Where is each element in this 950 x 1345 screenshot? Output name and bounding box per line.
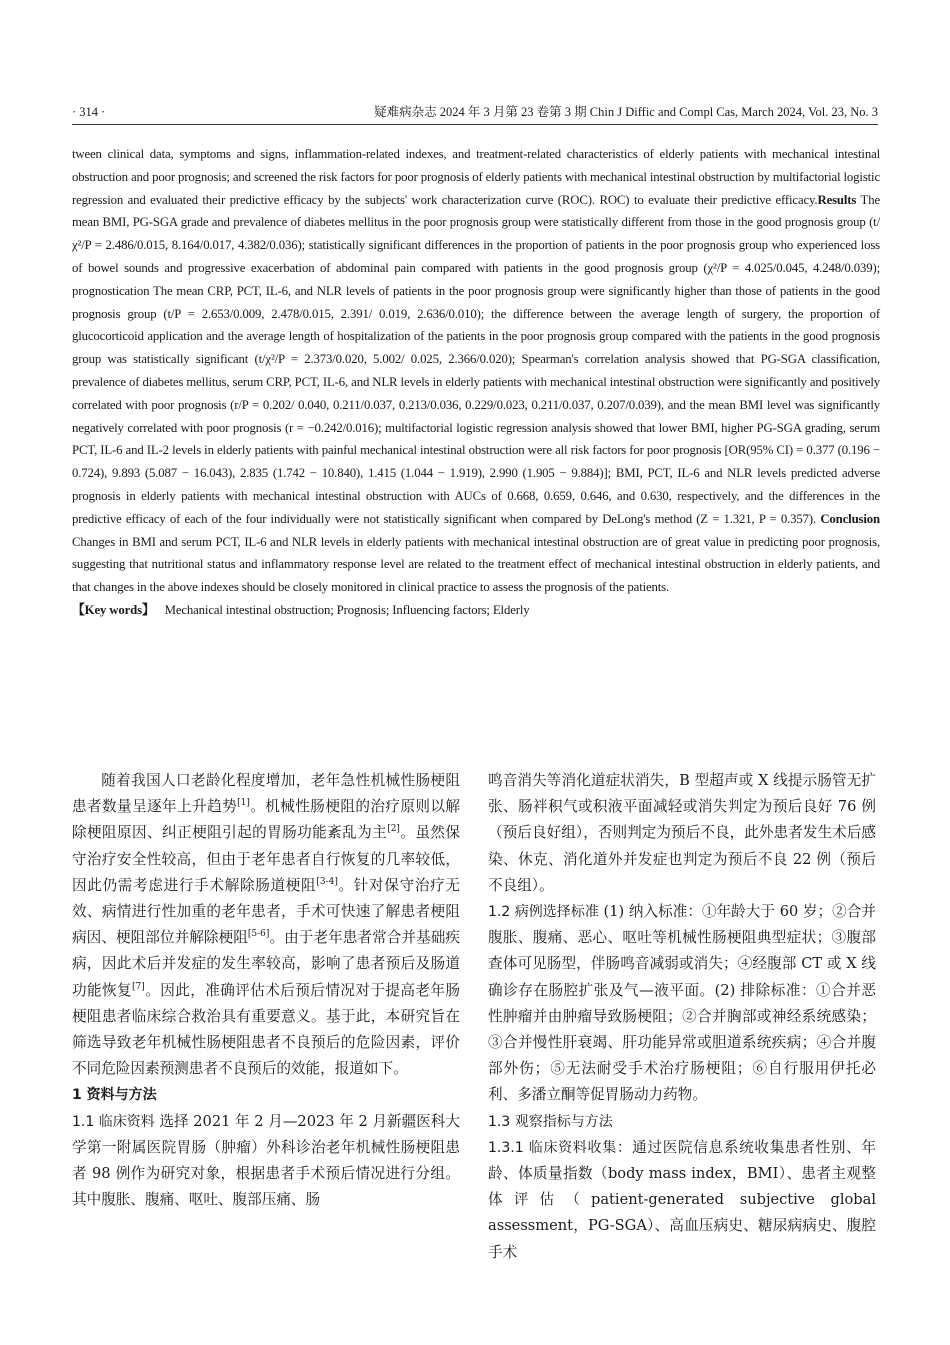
intro-paragraph: [72, 768, 460, 1082]
citation-ref: [5-6]: [247, 929, 270, 940]
conclusion-label: Conclusion: [820, 511, 880, 526]
section-heading-1-2: 1.2 病例选择标准: [488, 904, 599, 921]
section-1-3-1-text: ：通过医院信息系统收集患者性别、年龄、体质量指数（body mass index，BMI）、患者主观整体评估（patient-generated subjective global assessment，PG-SGA）、高血压病史、糖尿病病史、腹腔手术: [488, 1138, 876, 1261]
keywords-text: Mechanical intestinal obstruction; Prognosis; Influencing factors; Elderly: [164, 602, 530, 617]
section-1-1-text: 选择 2021 年 2 月—2023 年 2 月新疆医科大学第一附属医院胃肠（肿瘤）外科诊治老年机械性肠梗阻患者 98 例作为研究对象，根据患者手术预后情况进行分组。其中腹胀、腹痛、呕吐、腹部压痛、肠: [72, 1112, 460, 1209]
intro-text-2: 。机械性肠梗阻的治疗原则以解除梗阻原因、纠正梗阻引起的胃肠功能紊乱为主: [72, 798, 460, 842]
section-1-1-paragraph: [72, 1109, 460, 1214]
citation-ref: [2]: [387, 824, 400, 835]
abstract-conclusion-text: Changes in BMI and serum PCT, IL-6 and NLR levels in elderly patients with mechanical intestinal obstruction are of great value in predicting poor prognosis, suggesting that nutritional status and inflammatory response level are related to the treatment effect of mechanical intestinal obstruction in elderly patients, and that changes in the above indexes should be closely monitored in clinical practice to assess the prognosis of the patients.: [72, 534, 880, 595]
section-heading-1: 1 资料与方法: [72, 1087, 157, 1104]
results-label: Results: [817, 192, 857, 207]
keywords-label: 【Key words】: [72, 602, 155, 617]
section-1-3-1-paragraph: [488, 1135, 876, 1266]
section-heading-1-3-1: 1.3.1 临床资料收集: [488, 1139, 617, 1156]
citation-ref: [3-4]: [316, 876, 338, 887]
page-number: · 314 ·: [72, 105, 106, 119]
section-heading-1-1: 1.1 临床资料: [72, 1113, 155, 1130]
running-header: [72, 100, 878, 125]
section-1-1-continued: 鸣音消失等消化道症状消失，B 型超声或 X 线提示肠管无扩张、肠袢积气或积液平面减轻或消失判定为预后良好 76 例（预后良好组），否则判定为预后不良，此外患者发生术后感染、休克、消化道外并发症也判定为预后不良 22 例（预后不良组）。: [488, 772, 876, 894]
section-1-2-text: (1) 纳入标准：①年龄大于 60 岁；②合并腹胀、腹痛、恶心、呕吐等机械性肠梗阻典型症状；③腹部查体可见肠型，伴肠鸣音减弱或消失；④经腹部 CT 或 X 线确诊存在肠腔扩张及气—液平面。(2) 排除标准：①合并恶性肿瘤并由肿瘤导致肠梗阻；②合并胸部或神经系统感染；③合并慢性肝衰竭、肝功能异常或胆道系统疾病；④合并腹部外伤；⑤无法耐受手术治疗肠梗阻；⑥自行服用伊托必利、多潘立酮等促胃肠动力药物。: [488, 903, 876, 1104]
abstract-body: [72, 143, 880, 599]
keywords-line: [72, 599, 880, 622]
right-column: [488, 768, 876, 1266]
intro-text-5: 。由于老年患者常合并基础疾病，因此术后并发症的发生率较高，影响了患者预后及肠道功能恢复: [72, 929, 460, 999]
intro-text-3: 。虽然保守治疗安全性较高，但由于老年患者自行恢复的几率较低，因此仍需考虑进行手术解除肠道梗阻: [72, 824, 460, 894]
abstract-results-text: The mean BMI, PG-SGA grade and prevalence of diabetes mellitus in the poor prognosis group were statistically different from those in the good prognosis group (t/χ²/P = 2.486/0.015, 8.164/0.017, 4.382/0.036); statistically significant differences in the proportion of patients in the poor prognosis group who experienced loss of bowel sounds and progressive exacerbation of abdominal pain compared with patients in the good prognosis group (χ²/P = 4.025/0.045, 4.248/0.039); prognostication The mean CRP, PCT, IL-6, and NLR levels of patients in the poor prognosis group were significantly higher than those of patients in the good prognosis group (t/P = 2.653/0.009, 2.478/0.015, 2.391/ 0.019, 2.636/0.010); the difference between the average length of surgery, the proportion of glucocorticoid application and the average length of hospitalization of the patients in the poor prognosis group compared with the patients in the good prognosis group was statistically significant (t/χ²/P = 2.373/0.020, 5.002/ 0.025, 2.366/0.020); Spearman's correlation analysis showed that PG-SGA classification, prevalence of diabetes mellitus, serum CRP, PCT, IL-6, and NLR levels in elderly patients with mechanical intestinal obstruction were significantly and positively correlated with poor prognosis (r/P = 0.202/ 0.040, 0.211/0.037, 0.213/0.036, 0.229/0.023, 0.211/0.037, 0.207/0.039), and the mean BMI level was significantly negatively correlated with poor prognosis (r = −0.242/0.016); multifactorial logistic regression analysis showed that lower BMI, higher PG-SGA grading, serum PCT, IL-6 and IL-2 levels in elderly patients with painful mechanical intestinal obstruction were all risk factors for poor prognosis [OR(95% CI) = 0.377 (0.196 − 0.724), 9.893 (5.087 − 16.043), 2.835 (1.742 − 10.840), 1.415 (1.044 − 1.919), 2.990 (1.905 − 9.884)]; BMI, PCT, IL-6 and NLR levels predicted adverse prognosis in elderly patients with mechanical intestinal obstruction with AUCs of 0.668, 0.659, 0.646, and 0.630, respectively, and the differences in the predictive efficacy of each of the four individually were not statistically significant when compared by DeLong's method (Z = 1.321, P = 0.357).: [72, 192, 880, 526]
intro-text-4: 。针对保守治疗无效、病情进行性加重的老年患者，手术可快速了解患者梗阻病因、梗阻部位并解除梗阻: [72, 876, 460, 947]
section-1-2-paragraph: [488, 899, 876, 1109]
abstract-methods-text: tween clinical data, symptoms and signs, inflammation-related indexes, and treatment-related characteristics of elderly patients with mechanical intestinal obstruction and poor prognosis; and screened the risk factors for poor prognosis of elderly patients with mechanical intestinal obstruction by multifactorial logistic regression and evaluated their predictive efficacy by the subjects' work characterization curve (ROC). ROC) to evaluate their predictive efficacy.: [72, 147, 880, 207]
intro-text-1: 随着我国人口老龄化程度增加，老年急性机械性肠梗阻患者数量呈逐年上升趋势: [72, 772, 460, 816]
english-abstract: [72, 143, 880, 622]
citation-ref: [7]: [132, 981, 145, 992]
section-heading-1-3: 1.3 观察指标与方法: [488, 1113, 613, 1130]
left-column: [72, 768, 460, 1213]
citation-ref: [1]: [237, 798, 250, 809]
journal-citation: 疑难病杂志 2024 年 3 月第 23 卷第 3 期 Chin J Diffic and Compl Cas, March 2024, Vol. 23, No. 3: [374, 105, 878, 119]
intro-text-6: 。因此，准确评估术后预后情况对于提高老年肠梗阻患者临床综合救治具有重要意义。基于此，本研究旨在筛选导致老年机械性肠梗阻患者不良预后的危险因素，评价不同危险因素预测患者不良预后的效能，报道如下。: [72, 981, 460, 1078]
